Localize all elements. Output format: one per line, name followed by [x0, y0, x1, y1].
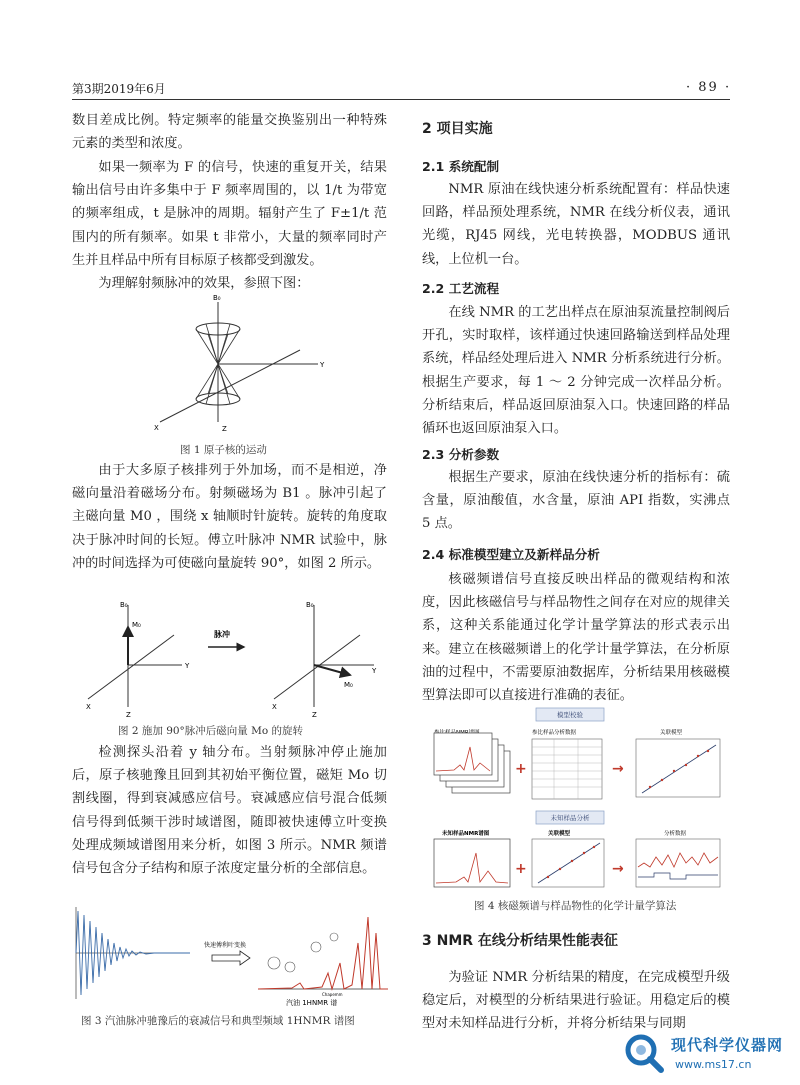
fig4-model-title: 关联模型	[660, 730, 683, 736]
section-2-3-heading: 2.3 分析参数	[422, 447, 500, 462]
figure-3-caption: 图 3 汽油脉冲驰豫后的衰减信号和典型频域 1HNMR 谱图	[81, 1015, 355, 1027]
right-paragraph-2-2: 在线 NMR 的工艺出样点在原油泵流量控制阀后开孔，实时取样，该样通过快速回路输送到样品处理系统，样品经处理后进入 NMR 分析系统进行分析。根据生产要求，每 1 ～ 2 分钟完成一次样品分析。分析结束后，样品返回原油泵入口。快速回路的样品循环也返回原油泵入口。	[422, 305, 730, 437]
fig2-b0-right: B₀	[306, 601, 314, 609]
right-paragraph-3: 为验证 NMR 分析结果的精度，在完成模型升级稳定后，对模型的分析结果进行验证。用稳定后的模型对未知样品进行分析，并将分析结果与同期	[422, 970, 730, 1032]
section-2-1-heading: 2.1 系统配制	[422, 159, 500, 174]
fig4-unknown-spectrum	[434, 839, 510, 887]
fig1-b0-label: B₀	[213, 294, 221, 302]
figure-2-pulse-rotation	[82, 595, 382, 720]
figure-4-chemometrics	[424, 707, 728, 893]
left-paragraph-1: 数目差成比例。特定频率的能量交换鉴别出一种特殊元素的类型和浓度。	[72, 113, 387, 152]
fig4-arrow-top: →	[612, 761, 624, 777]
page-number: · 89 ·	[686, 80, 732, 95]
fig1-x-label: X	[154, 424, 159, 432]
section-3-heading: 3 NMR 在线分析结果性能表征	[422, 933, 618, 949]
figure-1-nucleus-motion	[150, 292, 330, 432]
fig2-m0-right: M₀	[344, 681, 353, 689]
fig2-x-left: X	[86, 703, 91, 711]
fig4-plus-bottom: +	[515, 861, 527, 877]
section-2-4-heading: 2.4 标准模型建立及新样品分析	[422, 547, 600, 562]
left-paragraph-3: 为理解射频脉冲的效果，参照下图：	[98, 276, 310, 291]
fig4-ref-data-title: 参比样品分析数据	[532, 730, 577, 736]
left-paragraph-2: 如果一频率为 F 的信号，快速的重复开关，结果输出信号由许多集中于 F 频率周围的，以 1/t 为带宽的频率组成，t 是脉冲的周期。辐射产生了 F±1/t 范围内的所有频率。如果 t 非常小，大量的频率同时产生并且样品中所有目标原子核都受到激发。	[72, 160, 387, 268]
fig4-result-chart	[636, 839, 720, 887]
fig2-z-right: Z	[312, 711, 317, 719]
right-paragraph-2-3: 根据生产要求，原油在线快速分析的指标有：硫含量，原油酸值，水含量，原油 API 指数，实沸点 5 点。	[422, 470, 730, 532]
logo-name: 现代科学仪器网	[671, 1036, 784, 1054]
fig4-top-title: 模型校验	[557, 711, 583, 719]
right-paragraph-2-4b: 建立在核磁频谱上的化学计量学算法，在分析原油的过程中，不需要原油数据库，分析结果用核磁模型算法即可以直接进行准确的表征。	[422, 642, 730, 704]
figure-3-fid-spectrum	[72, 903, 390, 1008]
left-paragraph-4: 由于大多原子核排列于外加场，而不是相逆，净磁向量沿着磁场分布。射频磁场为 B1 。脉冲引起了主磁向量 M0 ，围绕 x 轴顺时针旋转。旋转的角度取决于脉冲时间的长短。傅立叶脉冲 NMR 试验中，脉冲的时间选择为可使磁向量旋转 90°，如图 2 所示。	[72, 463, 387, 571]
right-paragraph-2-1: NMR 原油在线快速分析系统配置有：样品快速回路，样品预处理系统，NMR 在线分析仪表，通讯光缆，RJ45 网线，光电转换器，MODBUS 通讯线，上位机一台。	[422, 182, 730, 267]
fig2-pulse-label: 脉冲	[214, 630, 230, 639]
fig1-y-label: Y	[320, 361, 325, 369]
fig3-spectrum-label: 汽油 1HNMR 谱	[286, 999, 338, 1007]
fig3-transform-label: 快速傅利叶变换	[204, 942, 247, 949]
magnifier-icon	[623, 1032, 667, 1076]
fig4-unknown-spectrum-title: 未知样品NMR谱图	[442, 831, 490, 837]
fig2-z-left: Z	[126, 711, 131, 719]
fig4-plus-top: +	[515, 761, 527, 777]
figure-2-caption: 图 2 施加 90°脉冲后磁向量 Mo 的旋转	[118, 725, 304, 737]
fig2-b0-left: B₀	[120, 601, 128, 609]
fig2-y-right: Y	[372, 667, 377, 675]
section-2-heading: 2 项目实施	[422, 121, 493, 137]
fig1-z-label: Z	[222, 425, 227, 432]
right-paragraph-2-4a: 核磁频谱信号直接反映出样品的微观结构和浓度，因此核磁信号与样品物性之间存在对应的规律关系，这种关系能通过化学计量学算法的形式表示出来。	[422, 572, 730, 657]
figure-4-caption: 图 4 核磁频谱与样品物性的化学计量学算法	[474, 900, 677, 912]
fig4-result-title: 分析数据	[664, 831, 687, 837]
fig4-bottom-model-plot	[532, 839, 604, 887]
section-2-2-heading: 2.2 工艺流程	[422, 281, 500, 296]
fig4-bottom-title: 未知样品分析	[550, 814, 590, 822]
fig2-m0-left: M₀	[132, 621, 141, 629]
fig4-model-plot	[636, 739, 720, 797]
journal-issue: 第3期2019年6月	[72, 82, 166, 96]
fig2-y-left: Y	[185, 662, 190, 670]
header-rule	[72, 99, 730, 100]
fig4-arrow-bottom: →	[612, 861, 624, 877]
fig4-ref-spectrum-stack	[434, 733, 510, 793]
fig2-x-right: X	[272, 703, 277, 711]
logo-url: www.ms17.cn	[675, 1058, 752, 1071]
fig4-bottom-model-title: 关联模型	[548, 831, 571, 837]
fig4-ref-data-table	[532, 739, 602, 799]
site-logo[interactable]	[623, 1030, 793, 1082]
figure-1-caption: 图 1 原子核的运动	[180, 444, 267, 456]
fig3-axis-label: Chapemm	[322, 992, 343, 997]
left-paragraph-5: 检测探头沿着 y 轴分布。当射频脉冲停止施加后，原子核驰豫且回到其初始平衡位置，磁矩 Mo 切割线圈，得到衰减感应信号。衰减感应信号混合低频信号得到低频干涉时域谱图，随即被快速傅立叶变换处理成频域谱图用来分析，如图 3 所示。NMR 频谱信号包含分子结构和原子浓度定量分析的全部信息。	[72, 745, 387, 877]
